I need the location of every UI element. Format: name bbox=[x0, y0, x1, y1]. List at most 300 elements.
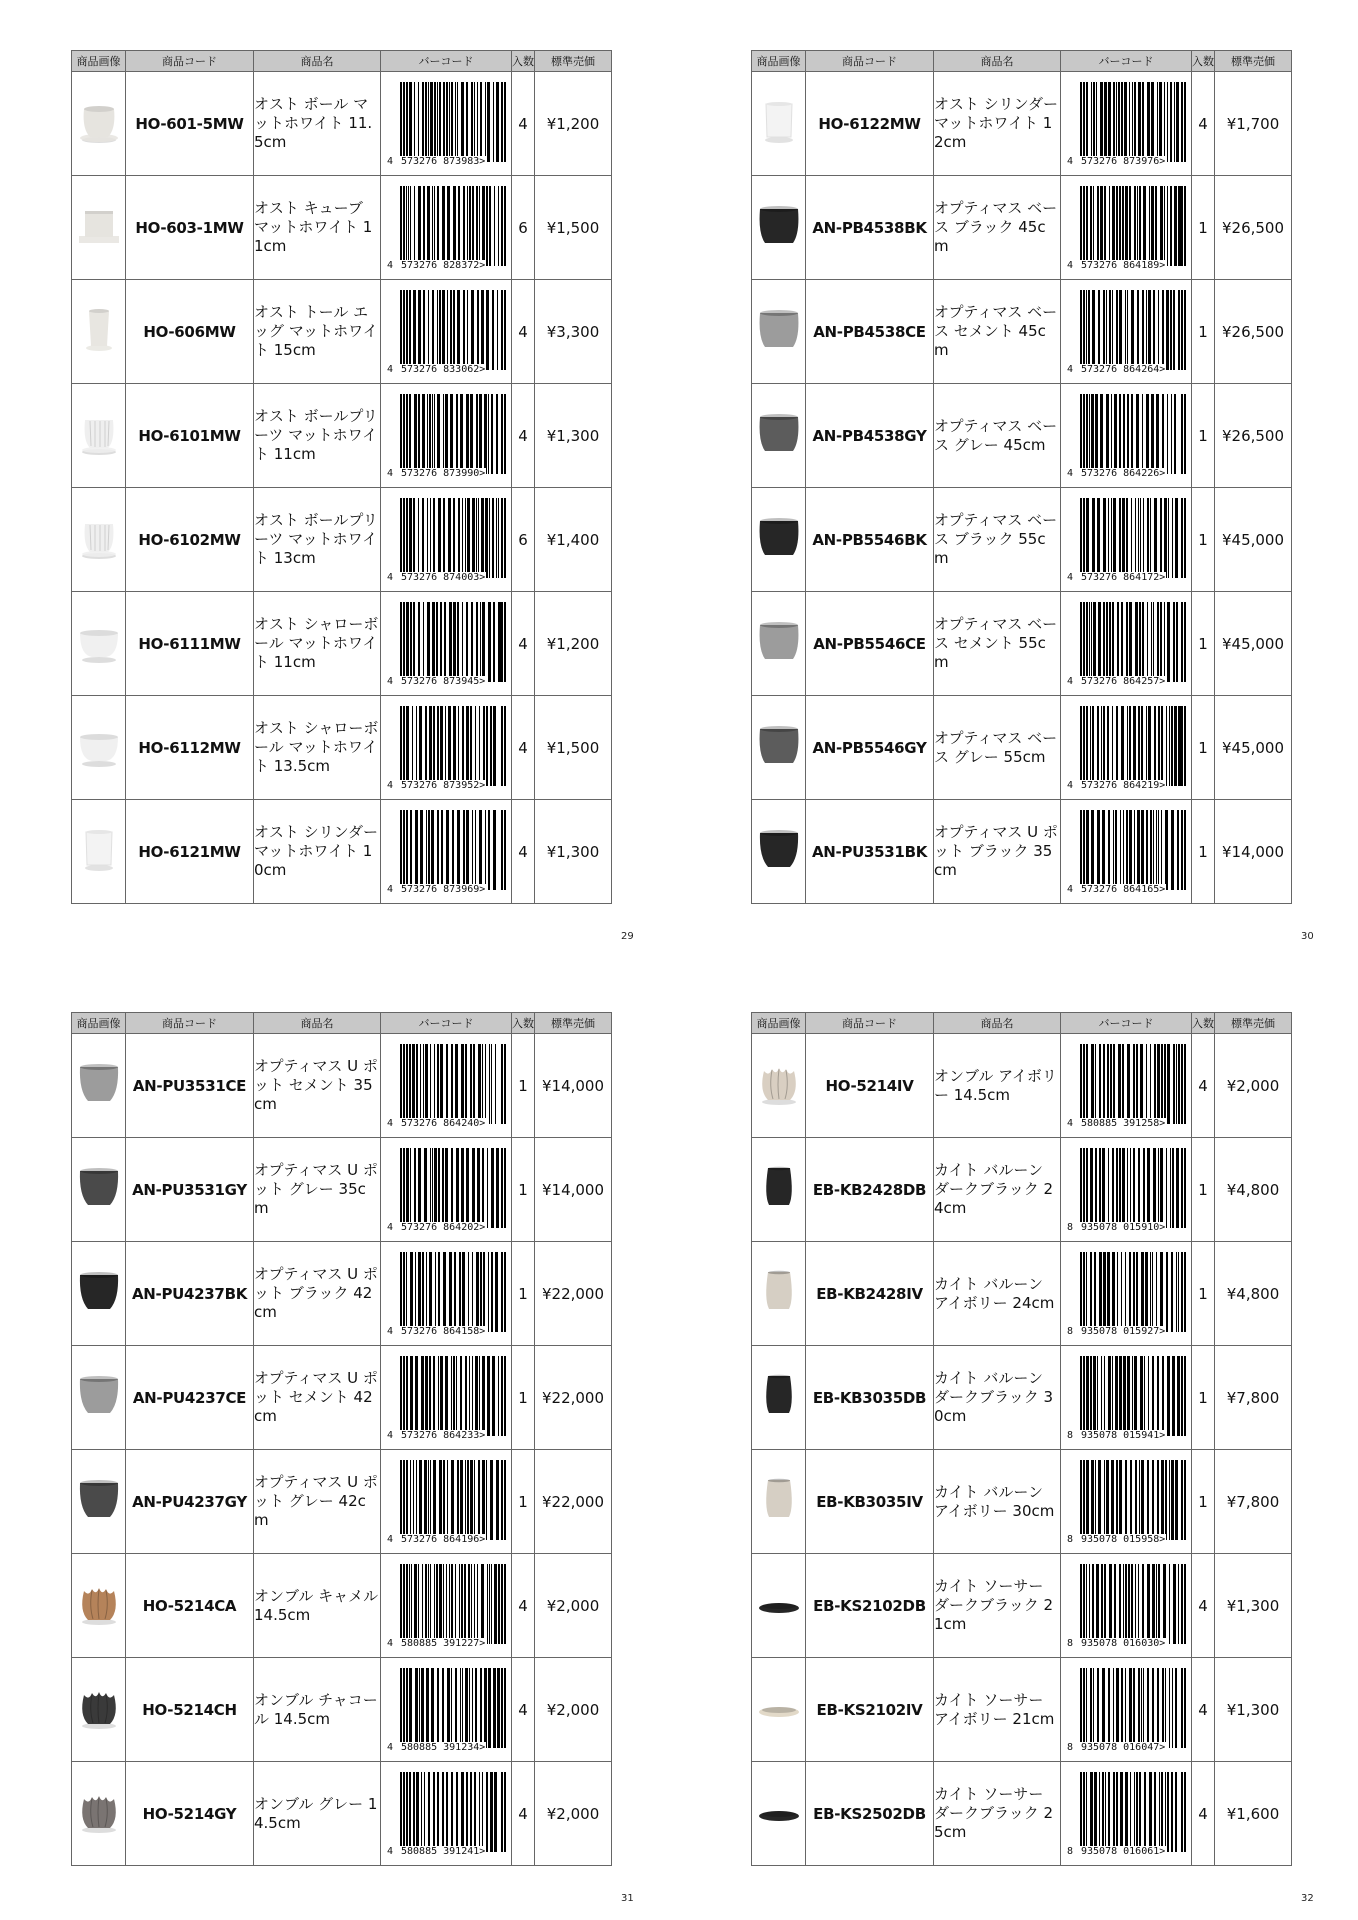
barcode-bar bbox=[1169, 1668, 1170, 1748]
barcode-cell bbox=[381, 1658, 512, 1762]
barcode-bar bbox=[493, 810, 496, 890]
barcode-bar bbox=[1176, 1252, 1177, 1332]
barcode-bar bbox=[480, 1252, 482, 1332]
barcode-bar bbox=[437, 706, 439, 786]
barcode-bar bbox=[414, 1564, 417, 1644]
barcode-bar bbox=[501, 706, 503, 786]
product-code: AN-PU4237GY bbox=[126, 1450, 254, 1554]
barcode-bar bbox=[1093, 1668, 1094, 1748]
barcode-bars bbox=[1080, 1772, 1186, 1852]
barcode-bar bbox=[415, 1356, 418, 1436]
pack-quantity: 4 bbox=[512, 1554, 535, 1658]
barcode-bar bbox=[438, 1148, 440, 1228]
barcode-bar bbox=[1146, 706, 1147, 786]
retail-price: ¥45,000 bbox=[1215, 696, 1292, 800]
barcode-bar bbox=[496, 1148, 499, 1228]
barcode-bar bbox=[1103, 1044, 1105, 1124]
barcode-bar bbox=[1112, 1356, 1113, 1436]
barcode-bar bbox=[1158, 706, 1160, 786]
barcode-bar bbox=[1090, 706, 1091, 786]
barcode-bar bbox=[1086, 1564, 1087, 1644]
table-header-row bbox=[72, 51, 612, 72]
barcode-bar bbox=[1107, 706, 1109, 786]
barcode-bar bbox=[1181, 498, 1183, 578]
catalog-page bbox=[71, 1012, 611, 1866]
pack-quantity: 1 bbox=[1192, 696, 1215, 800]
product-image-cell bbox=[752, 696, 806, 800]
pleated-pot-icon bbox=[76, 515, 122, 565]
header-image: 商品画像 bbox=[752, 51, 806, 72]
product-name: カイト バルーン ダークブラック 24cm bbox=[934, 1138, 1061, 1242]
barcode-bar bbox=[1160, 498, 1162, 578]
barcode-bar bbox=[1148, 706, 1151, 786]
barcode-bar bbox=[434, 394, 435, 474]
barcode-bar bbox=[459, 1252, 461, 1332]
retail-price: ¥14,000 bbox=[535, 1138, 612, 1242]
barcode-bar bbox=[443, 394, 444, 474]
barcode-bar bbox=[1126, 498, 1128, 578]
barcode-bar bbox=[448, 498, 451, 578]
barcode-lead-digit: 4 bbox=[387, 884, 394, 895]
barcode-bars bbox=[400, 810, 506, 890]
barcode-bar bbox=[409, 1772, 411, 1852]
product-code: HO-5214GY bbox=[126, 1762, 254, 1866]
barcode-bar bbox=[1121, 82, 1123, 162]
product-name: オプティマス U ポット セメント 35cm bbox=[254, 1034, 381, 1138]
barcode-bar bbox=[1095, 1044, 1096, 1124]
product-code: EB-KS2102DB bbox=[806, 1554, 934, 1658]
barcode-bar bbox=[1098, 602, 1101, 682]
barcode-bar bbox=[1105, 1772, 1106, 1852]
pack-quantity: 1 bbox=[512, 1450, 535, 1554]
barcode-bar bbox=[421, 1668, 424, 1748]
barcode-lead-digit: 4 bbox=[1067, 572, 1074, 583]
barcode-bar bbox=[1161, 1044, 1163, 1124]
barcode-bar bbox=[443, 1564, 444, 1644]
barcode-bar bbox=[471, 602, 473, 682]
barcode-number: 935078 015910> bbox=[1081, 1222, 1166, 1233]
barcode-bar bbox=[1136, 1044, 1138, 1124]
barcode-bar bbox=[456, 1356, 457, 1436]
barcode-bar bbox=[477, 1564, 478, 1644]
table-row bbox=[72, 1242, 612, 1346]
product-code: AN-PB5546GY bbox=[806, 696, 934, 800]
barcode-bar bbox=[482, 602, 485, 682]
base-pot-icon bbox=[756, 619, 802, 669]
barcode-bar bbox=[487, 1356, 490, 1436]
barcode-bar bbox=[419, 1460, 422, 1540]
product-name: オスト シャローボール マットホワイト 11cm bbox=[254, 592, 381, 696]
barcode-bar bbox=[400, 1564, 402, 1644]
barcode-bar bbox=[1086, 706, 1088, 786]
product-image-cell bbox=[752, 800, 806, 904]
barcode-bar bbox=[1157, 1460, 1159, 1540]
barcode-lead-digit: 4 bbox=[387, 1638, 394, 1649]
barcode-bar bbox=[1135, 602, 1138, 682]
pack-quantity: 4 bbox=[512, 72, 535, 176]
barcode-bar bbox=[431, 1668, 434, 1748]
base-pot-icon bbox=[756, 723, 802, 773]
barcode-bar bbox=[1150, 498, 1151, 578]
barcode-bar bbox=[1136, 394, 1139, 474]
barcode-bar bbox=[1164, 498, 1167, 578]
product-image-cell bbox=[72, 1034, 126, 1138]
barcode-bar bbox=[504, 602, 506, 682]
barcode-bar bbox=[1099, 1044, 1101, 1124]
header-image: 商品画像 bbox=[72, 1013, 126, 1034]
barcode-bar bbox=[429, 1252, 432, 1332]
barcode-bar bbox=[501, 394, 503, 474]
barcode-bar bbox=[1131, 394, 1133, 474]
barcode-bar bbox=[426, 810, 427, 890]
barcode-bar bbox=[1176, 1044, 1177, 1124]
barcode-bar bbox=[476, 394, 478, 474]
barcode-number: 573276 864257> bbox=[1081, 676, 1166, 687]
barcode-bar bbox=[448, 706, 451, 786]
barcode-bar bbox=[501, 1564, 503, 1644]
product-name: オスト シャローボール マットホワイト 13.5cm bbox=[254, 696, 381, 800]
pack-quantity: 4 bbox=[1192, 1658, 1215, 1762]
barcode-bar bbox=[425, 82, 427, 162]
barcode-bar bbox=[494, 1564, 497, 1644]
barcode-bar bbox=[1126, 602, 1128, 682]
barcode bbox=[1067, 1668, 1187, 1758]
barcode-bar bbox=[440, 706, 443, 786]
barcode-bar bbox=[1121, 1252, 1122, 1332]
barcode-bars bbox=[1080, 1044, 1186, 1124]
barcode-bar bbox=[440, 1356, 443, 1436]
barcode-bar bbox=[403, 290, 405, 370]
barcode-bar bbox=[489, 1044, 490, 1124]
barcode-bar bbox=[1112, 1252, 1115, 1332]
barcode-bar bbox=[501, 1460, 503, 1540]
barcode-bar bbox=[1086, 82, 1088, 162]
barcode-number: 573276 864202> bbox=[401, 1222, 486, 1233]
barcode-bar bbox=[1156, 1564, 1157, 1644]
product-name: オプティマス U ポット ブラック 42cm bbox=[254, 1242, 381, 1346]
cube-pot-icon bbox=[76, 203, 122, 253]
product-code: HO-6101MW bbox=[126, 384, 254, 488]
barcode bbox=[1067, 394, 1187, 484]
header-barcode: バーコード bbox=[1061, 51, 1192, 72]
barcode-bar bbox=[462, 1668, 463, 1748]
barcode-bar bbox=[1119, 1356, 1122, 1436]
barcode-bar bbox=[1089, 1564, 1090, 1644]
lotus-pot-icon bbox=[76, 1581, 122, 1631]
retail-price: ¥2,000 bbox=[535, 1762, 612, 1866]
barcode bbox=[387, 1356, 507, 1446]
barcode-bar bbox=[424, 1772, 425, 1852]
barcode-bar bbox=[446, 1044, 448, 1124]
barcode-bar bbox=[457, 290, 460, 370]
barcode-bar bbox=[406, 498, 408, 578]
barcode-bar bbox=[1125, 1252, 1126, 1332]
barcode-bar bbox=[442, 1668, 444, 1748]
barcode-bar bbox=[1167, 602, 1170, 682]
table-row bbox=[72, 1346, 612, 1450]
barcode-bar bbox=[462, 602, 463, 682]
barcode-cell bbox=[1061, 800, 1192, 904]
barcode-bar bbox=[1184, 1252, 1186, 1332]
product-name: オスト ボールプリーツ マットホワイト 13cm bbox=[254, 488, 381, 592]
barcode-bar bbox=[1101, 1356, 1102, 1436]
product-code: AN-PU3531CE bbox=[126, 1034, 254, 1138]
barcode-bar bbox=[456, 1148, 459, 1228]
barcode-bar bbox=[403, 602, 405, 682]
pack-quantity: 1 bbox=[1192, 800, 1215, 904]
barcode-lead-digit: 4 bbox=[1067, 676, 1074, 687]
barcode-bar bbox=[1150, 810, 1152, 890]
barcode-bar bbox=[487, 82, 490, 162]
barcode-bar bbox=[408, 186, 409, 266]
barcode-bar bbox=[496, 1460, 499, 1540]
barcode-number: 935078 015958> bbox=[1081, 1534, 1166, 1545]
barcode-bar bbox=[450, 290, 452, 370]
barcode-bar bbox=[1162, 1668, 1164, 1748]
barcode-cell bbox=[381, 280, 512, 384]
product-image-cell bbox=[72, 280, 126, 384]
barcode-bar bbox=[489, 1564, 490, 1644]
barcode-bar bbox=[504, 394, 506, 474]
barcode-bar bbox=[1177, 810, 1179, 890]
barcode-bar bbox=[1120, 810, 1121, 890]
barcode-bar bbox=[403, 1356, 405, 1436]
barcode-bar bbox=[1090, 1356, 1092, 1436]
barcode-bar bbox=[1157, 602, 1159, 682]
barcode-bar bbox=[1097, 498, 1100, 578]
pack-quantity: 1 bbox=[512, 1346, 535, 1450]
barcode-bar bbox=[1184, 1460, 1186, 1540]
barcode-bar bbox=[455, 1564, 456, 1644]
barcode-bar bbox=[1153, 810, 1154, 890]
product-name: カイト ソーサー ダークブラック 25cm bbox=[934, 1762, 1061, 1866]
base-pot-icon bbox=[756, 203, 802, 253]
barcode-bar bbox=[413, 1772, 415, 1852]
table-row bbox=[72, 1658, 612, 1762]
barcode-bar bbox=[403, 1148, 405, 1228]
barcode-bar bbox=[1103, 706, 1105, 786]
barcode-bar bbox=[501, 1356, 503, 1436]
barcode-bar bbox=[441, 810, 443, 890]
barcode-bar bbox=[1098, 290, 1100, 370]
barcode-bar bbox=[1147, 1668, 1149, 1748]
barcode-bar bbox=[432, 394, 433, 474]
barcode-bar bbox=[423, 186, 425, 266]
barcode-bar bbox=[409, 394, 411, 474]
table-row bbox=[752, 1242, 1292, 1346]
product-code: AN-PB5546BK bbox=[806, 488, 934, 592]
barcode-bar bbox=[1181, 394, 1183, 474]
barcode-lead-digit: 8 bbox=[1067, 1534, 1074, 1545]
barcode-bar bbox=[1118, 1044, 1121, 1124]
product-name: オプティマス ベース セメント 45cm bbox=[934, 280, 1061, 384]
barcode-bar bbox=[1138, 82, 1141, 162]
barcode-bar bbox=[412, 706, 413, 786]
barcode-bar bbox=[461, 1564, 463, 1644]
barcode-bar bbox=[1170, 82, 1172, 162]
barcode-bar bbox=[1119, 186, 1121, 266]
pack-quantity: 1 bbox=[1192, 488, 1215, 592]
retail-price: ¥26,500 bbox=[1215, 384, 1292, 488]
barcode-number: 573276 874003> bbox=[401, 572, 486, 583]
barcode-bar bbox=[456, 1772, 458, 1852]
barcode-bar bbox=[1125, 1564, 1127, 1644]
barcode-cell bbox=[1061, 176, 1192, 280]
barcode-bar bbox=[1113, 810, 1114, 890]
barcode-bar bbox=[439, 290, 441, 370]
barcode-bar bbox=[1158, 290, 1159, 370]
barcode-bar bbox=[474, 1564, 475, 1644]
barcode-bar bbox=[1091, 810, 1094, 890]
barcode-bar bbox=[1134, 1772, 1135, 1852]
barcode-bar bbox=[413, 602, 415, 682]
barcode-bar bbox=[1153, 290, 1155, 370]
barcode-bar bbox=[1097, 810, 1100, 890]
retail-price: ¥1,600 bbox=[1215, 1762, 1292, 1866]
barcode-bar bbox=[451, 1044, 453, 1124]
product-name: オスト トール エッグ マットホワイト 15cm bbox=[254, 280, 381, 384]
barcode-bar bbox=[481, 498, 484, 578]
barcode bbox=[387, 186, 507, 276]
barcode-bar bbox=[484, 394, 487, 474]
barcode-bar bbox=[454, 1252, 456, 1332]
pack-quantity: 1 bbox=[1192, 1346, 1215, 1450]
barcode-bar bbox=[1091, 394, 1094, 474]
barcode-bar bbox=[1130, 1772, 1131, 1852]
header-code: 商品コード bbox=[126, 1013, 254, 1034]
barcode-bar bbox=[1086, 1044, 1088, 1124]
barcode-lead-digit: 8 bbox=[1067, 1326, 1074, 1337]
barcode-bar bbox=[1112, 706, 1113, 786]
barcode-cell bbox=[1061, 72, 1192, 176]
product-code: HO-5214IV bbox=[806, 1034, 934, 1138]
pack-quantity: 1 bbox=[1192, 592, 1215, 696]
barcode-bar bbox=[1099, 1148, 1101, 1228]
barcode-bar bbox=[1094, 1252, 1096, 1332]
barcode-bar bbox=[467, 186, 468, 266]
barcode-bar bbox=[449, 602, 452, 682]
barcode-bar bbox=[477, 1148, 480, 1228]
barcode-bar bbox=[1132, 82, 1133, 162]
table-row bbox=[752, 1346, 1292, 1450]
barcode-bar bbox=[1083, 1668, 1085, 1748]
barcode-bar bbox=[1175, 1460, 1178, 1540]
product-name: オプティマス U ポット グレー 35cm bbox=[254, 1138, 381, 1242]
barcode-bar bbox=[1161, 1772, 1163, 1852]
barcode-bar bbox=[1163, 1564, 1166, 1644]
retail-price: ¥14,000 bbox=[1215, 800, 1292, 904]
barcode-number: 580885 391234> bbox=[401, 1742, 486, 1753]
barcode-bar bbox=[1135, 1460, 1137, 1540]
barcode-bar bbox=[1108, 1668, 1110, 1748]
barcode-bar bbox=[1123, 1356, 1126, 1436]
barcode bbox=[1067, 1044, 1187, 1134]
table-row bbox=[752, 696, 1292, 800]
barcode-bar bbox=[1146, 1044, 1147, 1124]
barcode-bar bbox=[1086, 1460, 1089, 1540]
barcode-bar bbox=[1184, 394, 1186, 474]
u-pot-icon bbox=[76, 1165, 122, 1215]
barcode-bar bbox=[400, 1460, 402, 1540]
retail-price: ¥1,700 bbox=[1215, 72, 1292, 176]
barcode-bar bbox=[470, 1460, 473, 1540]
barcode-bars bbox=[400, 1044, 506, 1124]
barcode-bar bbox=[1181, 1356, 1183, 1436]
barcode-bar bbox=[1086, 394, 1088, 474]
barcode-bar bbox=[490, 706, 492, 786]
barcode-bar bbox=[433, 498, 435, 578]
barcode-bar bbox=[1127, 706, 1128, 786]
barcode-bar bbox=[1170, 1148, 1171, 1228]
barcode-cell bbox=[381, 1554, 512, 1658]
barcode-bar bbox=[495, 1252, 498, 1332]
barcode-bar bbox=[1123, 810, 1124, 890]
barcode-bar bbox=[472, 1668, 473, 1748]
barcode-bar bbox=[1169, 1460, 1170, 1540]
barcode-bar bbox=[453, 186, 456, 266]
barcode-bar bbox=[400, 1356, 402, 1436]
product-name: オプティマス ベース グレー 55cm bbox=[934, 696, 1061, 800]
barcode-bar bbox=[466, 706, 469, 786]
barcode-bar bbox=[1171, 706, 1173, 786]
barcode-bar bbox=[1172, 1668, 1173, 1748]
barcode-bar bbox=[1086, 810, 1089, 890]
retail-price: ¥1,300 bbox=[1215, 1658, 1292, 1762]
product-code: EB-KB3035IV bbox=[806, 1450, 934, 1554]
barcode-bar bbox=[468, 1252, 469, 1332]
barcode-bar bbox=[1144, 1356, 1145, 1436]
barcode-bar bbox=[1178, 1252, 1179, 1332]
product-image-cell bbox=[72, 1450, 126, 1554]
barcode-bar bbox=[410, 602, 412, 682]
barcode-bar bbox=[427, 498, 428, 578]
barcode-bar bbox=[474, 82, 475, 162]
lotus-pot-icon bbox=[76, 1789, 122, 1839]
barcode-bar bbox=[460, 1460, 463, 1540]
barcode-bar bbox=[463, 810, 465, 890]
retail-price: ¥2,000 bbox=[1215, 1034, 1292, 1138]
barcode-bar bbox=[1080, 706, 1082, 786]
barcode-bar bbox=[1086, 1252, 1087, 1332]
barcode-bar bbox=[419, 1668, 420, 1748]
product-image-cell bbox=[752, 1138, 806, 1242]
barcode-bar bbox=[1118, 82, 1120, 162]
barcode-bar bbox=[1117, 1252, 1118, 1332]
product-name: オプティマス U ポット ブラック 35cm bbox=[934, 800, 1061, 904]
barcode-cell bbox=[381, 1762, 512, 1866]
retail-price: ¥3,300 bbox=[535, 280, 612, 384]
barcode-bar bbox=[418, 602, 420, 682]
barcode-bar bbox=[1119, 498, 1121, 578]
saucer-icon bbox=[756, 1685, 802, 1735]
table-row bbox=[72, 1762, 612, 1866]
barcode-bar bbox=[1101, 706, 1102, 786]
saucer-icon bbox=[756, 1789, 802, 1839]
barcode-bar bbox=[1080, 1356, 1082, 1436]
cylinder-pot-icon bbox=[756, 99, 802, 149]
barcode-bar bbox=[420, 810, 423, 890]
barcode-bar bbox=[437, 1668, 439, 1748]
barcode-bar bbox=[1107, 1044, 1109, 1124]
barcode-bar bbox=[1170, 290, 1172, 370]
barcode-bar bbox=[1154, 706, 1156, 786]
barcode-cell bbox=[1061, 1658, 1192, 1762]
barcode-bar bbox=[466, 1772, 468, 1852]
barcode-bar bbox=[409, 1668, 412, 1748]
barcode-bar bbox=[1127, 394, 1129, 474]
table-row bbox=[752, 72, 1292, 176]
product-image-cell bbox=[752, 1034, 806, 1138]
